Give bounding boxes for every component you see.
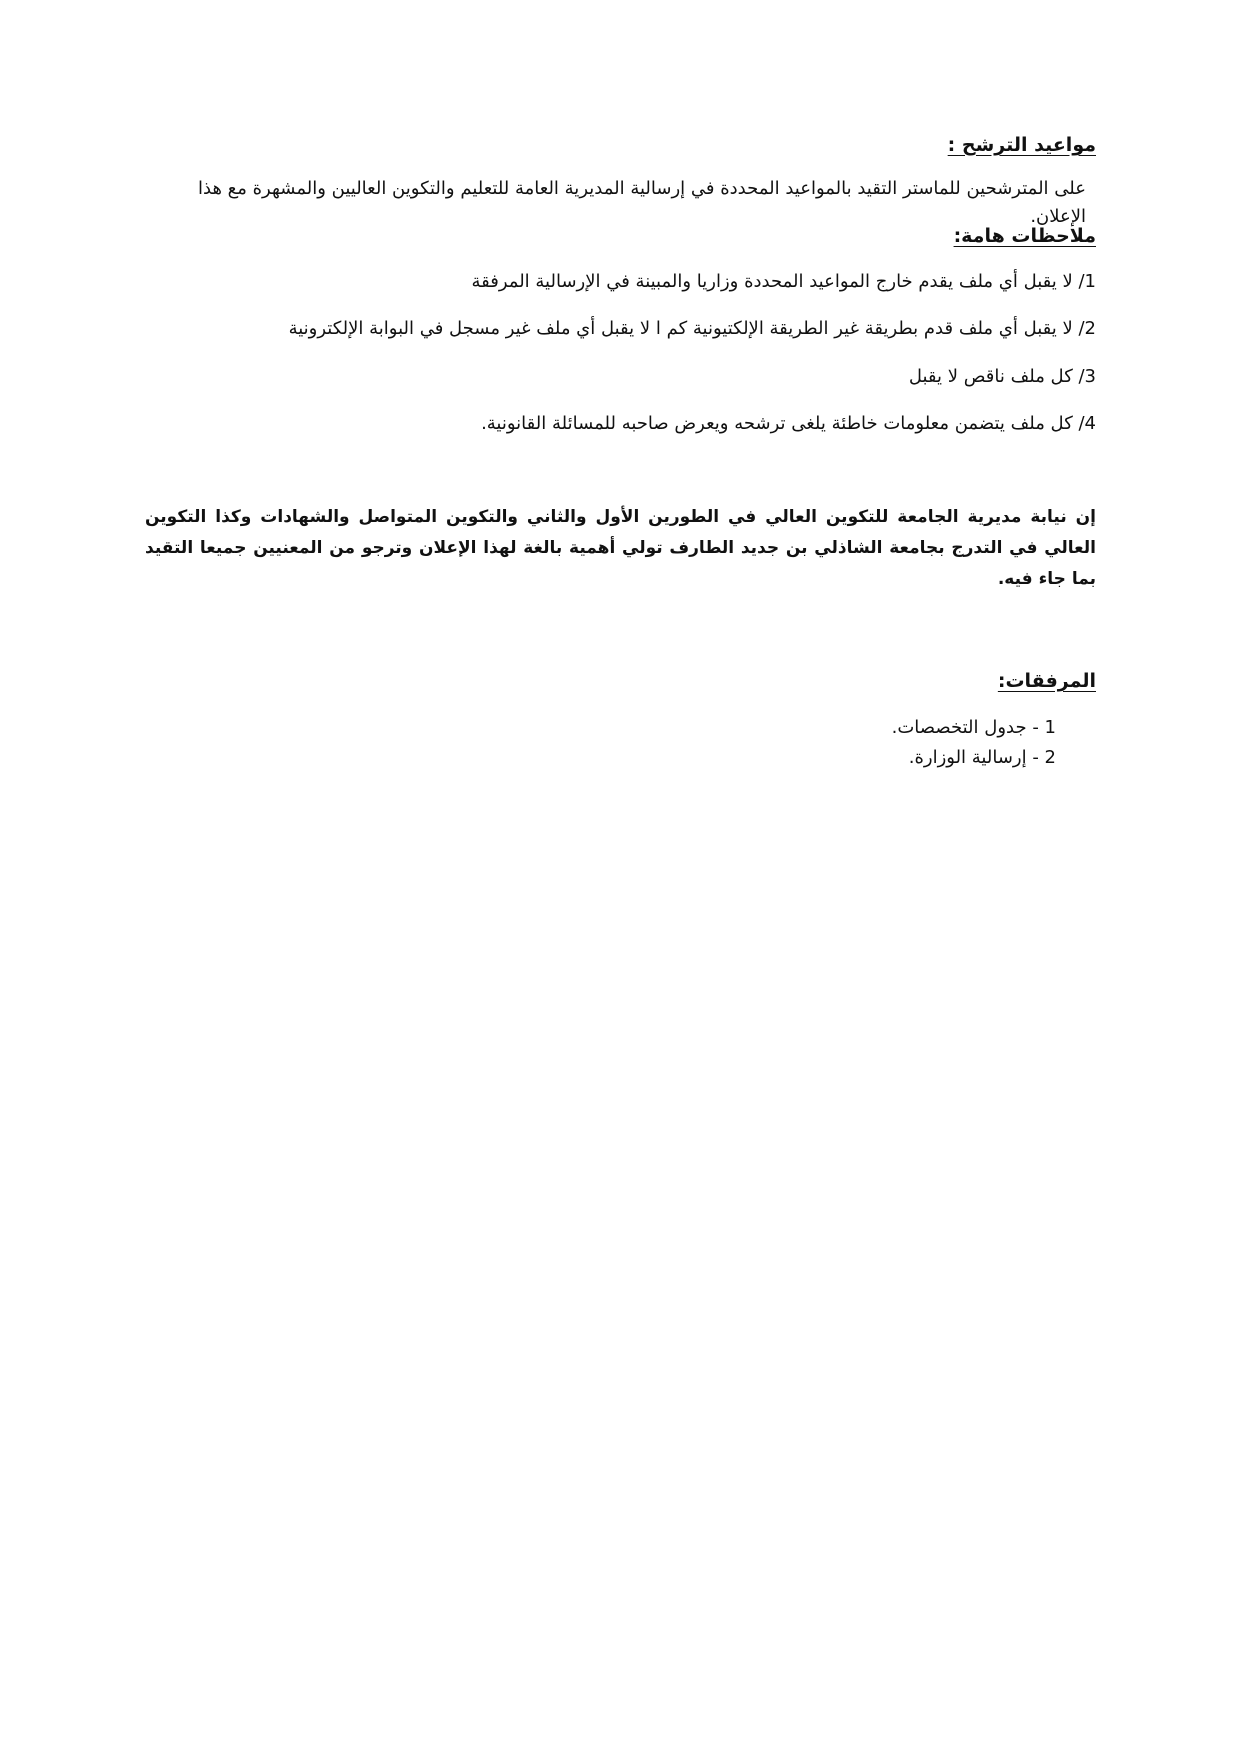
attachment-item-2: 2 - إرسالية الوزارة.: [908, 747, 1056, 768]
note-item-1: 1/ لا يقبل أي ملف يقدم خارج المواعيد المحددة وزاريا والمبينة في الإرسالية المرفقة: [471, 271, 1096, 292]
attachment-item-1: 1 - جدول التخصصات.: [891, 717, 1056, 738]
candidacy-heading: مواعيد الترشح :: [947, 134, 1096, 156]
note-item-3: 3/ كل ملف ناقص لا يقبل: [908, 366, 1096, 387]
notes-heading: ملاحظات هامة:: [953, 225, 1096, 247]
statement-paragraph: إن نيابة مديرية الجامعة للتكوين العالي في الطورين الأول والثاني والتكوين المتواصل والشهادات وكذا التكوين العالي في التدرج بجامعة الشاذلي بن جديد الطارف تولي أهمية بالغة لهذا الإعلان وترجو من المعنيين جميعا التقيد بما جاء فيه.: [145, 507, 1096, 589]
attachments-list: [145, 713, 1056, 773]
note-item-4: 4/ كل ملف يتضمن معلومات خاطئة يلغى ترشحه ويعرض صاحبه للمسائلة القانونية.: [481, 413, 1096, 434]
candidacy-text: على المترشحين للماستر التقيد بالمواعيد المحددة في إرسالية المديرية العامة للتعليم والتكوين العاليين والمشهرة مع هذا الإعلان.: [198, 178, 1086, 227]
attachments-heading: المرفقات:: [997, 670, 1096, 692]
note-item-2: 2/ لا يقبل أي ملف قدم بطريقة غير الطريقة الإلكتيونية كم ا لا يقبل أي ملف غير مسجل في البوابة الإلكترونية: [288, 318, 1096, 339]
